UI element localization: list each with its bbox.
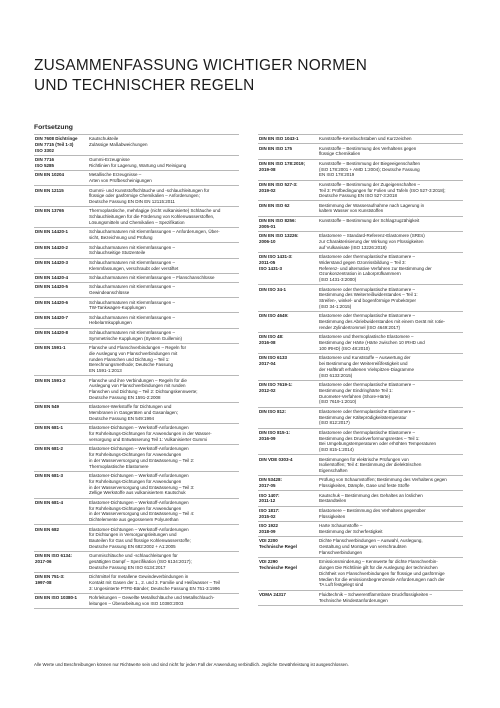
standard-description: Metallische Erzeugnisse – Arten von Prüfbescheinigungen (89, 172, 152, 184)
standard-entry (258, 491, 463, 506)
standard-description: Schlaucharmaturen mit Klemmfassungen – TW-Tankwagen-Kupplungen (89, 299, 176, 311)
standard-description: Elastomere oder thermoplastische Elastomere – Bestimmung des Druckverformungsrestes – Teil 1: Bei Umgebungstemperaturen oder erhöhten Temperaturen (ISO 815-1:2014) (319, 429, 436, 453)
standard-code: DIN EN 1591-1 (35, 345, 66, 351)
standard-entry (258, 181, 463, 202)
standard-entry (34, 313, 239, 328)
standard-description: Fluidtechnik – Schwerentflammbare Druckflüssigkeiten – Technische Mindestanforderungen (319, 591, 433, 603)
standard-description: Dichte Flanschverbindungen – Auswahl, Auslegung, Gestaltung und Montage von verschraubten Flanschverbindungen (319, 538, 423, 555)
standard-entry (258, 537, 463, 558)
standard-code: DIN EN ISO 62 (259, 202, 290, 208)
standard-code: DIN ISO 48: 2016-08 (259, 334, 284, 346)
standard-entry (34, 243, 239, 258)
standard-code: VDI 2200 Technische Regel (259, 538, 297, 549)
standard-code: ISO 1922 2018-09 (259, 523, 279, 534)
standard-code: DIN ISO 815-1: 2016-09 (259, 429, 291, 441)
page-title-line-1: ZUSAMMENFASSUNG WICHTIGER NORMEN (34, 57, 368, 74)
standard-code: DIN EN 549 (35, 404, 60, 410)
standard-code: DIN EN 681-2 (35, 446, 64, 452)
standard-entry (258, 253, 463, 286)
standard-code: DIN EN 14420-7 (35, 314, 69, 320)
standard-description: Thermoplastische, mehrlagige (nicht vulkanisierte) Schläuche und Schlauchleitungen für die Förderung von Kohlenwasserstoffen, Lösungsmitteln und Chemikalien – Spezifikation (89, 208, 221, 226)
standard-description: Schlaucharmaturen mit Klemmfassungen – Klemmfassungen, verschraubt oder verstiftet (89, 259, 179, 271)
standard-code: VDI 2290 Technische Regel (259, 559, 297, 570)
right-standards-column (258, 134, 463, 641)
standard-code: DIN EN 681-1 (35, 425, 64, 431)
standard-entry (34, 228, 239, 243)
standard-description: Elastomere und Kunststoffe – Auswertung der bei Bestimmung der Weiterreißfestigkeit und der Haftkraft erhaltenen Vielspitzen-Diagramme (ISO 6133:2015) (319, 355, 414, 378)
standard-description: Elastomere oder thermoplastische Elastomere – Bestimmung des Abriebwiderstandes mit einem Gerät mit rotie- render Zylindertrommel (ISO 4649:2017) (319, 313, 446, 330)
standard-code: DIN EN 751-3: 1997-08 (35, 574, 65, 586)
standard-description: Emissionsminderung – Kennwerte für dichte Flanschverbin- dungen Die Richtlinie gilt für die Auslegung der technischen Dichtheit von Flanschverbindungen für flüssige und gasförmige Medien für die emissionsbegrenzende Anforderungen nach der TA Luft festgelegt sind (319, 559, 445, 588)
standard-code: DIN EN ISO 8256: 2005-01 (259, 217, 297, 229)
standard-entry (34, 499, 239, 526)
standard-description: Elastomere oder thermoplastische Elastomere – Bestimmung der Kälteprödigkeitstemperatur (ISO 812:2017) (319, 408, 416, 426)
standard-code: DIN EN ISO 13226: 2006-10 (259, 233, 299, 244)
standard-entry (34, 525, 239, 552)
standard-code: DIN ISO 34-1 (259, 286, 287, 292)
standard-code: DIN EN 681-3 (35, 473, 64, 479)
standard-code: DIN VDE 0303-4 (259, 456, 293, 462)
standard-code: DIN 7608 Dichtringe DIN 7715 (Teil 1-3) ISO 3302 (35, 136, 78, 153)
standard-code: DIN 53428: 2017-05 (259, 477, 283, 489)
standard-description: Elastomer-Dichtungen – Werkstoff-Anforderungen für Rohrleitungs-Dichtungen für Anwendungen in der Wasserversorgung und Entwässerung – Teil 4: Dichtelemente aus gegossenem Polyurethan (89, 499, 195, 523)
standard-entry (34, 403, 239, 424)
standard-entry (258, 455, 463, 476)
standard-description: Kautschuk – Bestimmung des Gehaltes an löslichen Bestandteilen (319, 492, 423, 504)
standard-description: Gummi- und Kunststoffschläuche und -schlauchleitungen für flüssige oder gasförmige Chemikalien – Anforderungen; Deutsche Fassung EN DIN EN 12115:2011 (89, 187, 210, 205)
standard-description: Harte Schaumstoffe – Bestimmung der Scherfestigkeit (319, 523, 383, 534)
standard-entry (258, 135, 463, 144)
standard-description: Elastomere oder thermoplastische Elastomere – Bestimmung des Weiterreißwiderstandes – Teil 1: Streifen-, winkel- und bogenförmige Probekörper (ISO 34-1:2015) (319, 286, 418, 309)
standard-entry (258, 558, 463, 591)
standard-entry (34, 298, 239, 313)
standard-entry (258, 201, 463, 216)
standard-entry (258, 285, 463, 312)
standard-code: DIN ISO 812: (259, 408, 287, 414)
standard-code: DIN EN 12115 (35, 187, 64, 193)
standard-entry (34, 135, 239, 156)
standard-code: DIN 7716 ISO 5285 (35, 157, 55, 168)
standard-code: DIN EN 1591-2 (35, 377, 66, 383)
standard-entry (34, 156, 239, 171)
standard-entry (34, 171, 239, 186)
standard-description: Gummischläuche und -schlauchleitungen für gesättigten Dampf – Spezifikation (ISO 6134:2017); Deutsche Fassung EN ISO 6134:2017 (89, 553, 192, 570)
standard-entry (34, 283, 239, 298)
standard-entry (258, 591, 463, 606)
standard-description: Elastomere oder thermoplastische Elastomere – Widerstand gegen Ozonrissbildung – Teil 3: Referenz- und alternative Verfahren zur Bestimmung der Ozonkonzentration in Laborprüfkammern (ISO 1431-3:2000) (319, 253, 432, 283)
left-standards-column (34, 134, 239, 641)
standard-code: DIN EN 13765 (35, 208, 65, 214)
standard-description: Kautschukteile Zulässige Maßabweichungen (89, 136, 148, 147)
standard-description: Dichtmittel für metallene Gewindeverbindungen in Kontakt mit Gasen der 1., 2. und 3. Familie und Heißwasser – Teil 3: Ungesinterte PTFE-Bänder; Deutsche Fassung EN 751-3:1996 (89, 574, 220, 591)
standard-description: Elastomere – Standard-Referenz-Elastomere (SREs) zur Charakterisierung der Wirkung von Flüssigkeiten auf Vulkanisate (ISO 13226:2018) (319, 233, 425, 250)
standard-entry (258, 507, 463, 522)
standard-description: Elastomere oder thermoplastische Elastomere – Bestimmung der Eindringhärte Teil 1: Durometer-Verfahren (Shore-Härte) (ISO 7619-1:2010) (319, 382, 416, 405)
standard-code: DIN EN 14420-4 (35, 274, 69, 280)
standard-entry (258, 144, 463, 159)
standard-description: Schlaucharmaturen mit Klemmfassungen – Schlauchseitige Stutzenteile (89, 244, 176, 256)
standard-description: Prüfung von Schaumstoffen; Bestimmung des Verhaltens gegen Flüssigkeiten, Dämpfe, Gase und feste Stoffe (319, 477, 447, 489)
standard-code: DIN EN 14420-8 (35, 329, 69, 335)
standard-code: ISO 1407: 2011-12 (259, 492, 280, 504)
standard-entry (34, 344, 239, 377)
standard-entry (258, 232, 463, 253)
standard-description: Elastomer-Dichtungen – Werkstoff-Anforderungen für Rohrleitungs-Dichtungen für Anwendungen in der Wasserversorgung und Entwässerung – Teil 3: Zellige Werkstoffe aus vulkanisiertem Kautschuk (89, 473, 195, 496)
page-title-line-2: UND TECHNISCHER REGELN (34, 77, 255, 94)
standard-entry (258, 408, 463, 429)
standard-code: DIN EN ISO 527-3: 2019-02 (259, 181, 298, 193)
standard-description: Bestimmung der Wasseraufnahme nach Lagerung in kaltem Wasser von Kunststoffen (319, 202, 425, 214)
standard-description: Kunststoffe – Bestimmung des Verhaltens gegen flüssige Chemikalien (319, 145, 417, 157)
standard-description: Elastomer-Dichtungen – Werkstoff-Anforderungen für Dichtungen in Versorgungsleitungen und Bauteilen für Gas und flüssige Kohlenwasserstoffe; Deutsche Fassung EN 682:2002 + A1:2005 (89, 526, 191, 549)
standard-entry (258, 333, 463, 354)
standard-description: Schlaucharmaturen mit Klemmfassungen – Anforderungen, Über- sicht, Bezeichnung und Prüfung (89, 229, 220, 241)
standard-entry (258, 160, 463, 181)
standard-entry (258, 476, 463, 491)
standard-description: Kunststoffe – Bestimmung der Zugeigenschaften – Teil 3: Prüfbedingungen für Folien und Tafeln (ISO 527-3:2018); Deutsche Fassung EN ISO 527-3:2018 (319, 181, 446, 199)
standard-description: Flansche und Flanschverbindungen – Regeln für die Auslegung von Flanschverbindungen mit runden Flanschen und Dichtung – Teil 1: Berechnungsmethode; Deutsche Fassung EN 1591-1:2013 (89, 345, 187, 374)
standard-entry (34, 472, 239, 499)
standard-code: DIN ISO 6133 2017-04 (259, 355, 288, 367)
standard-code: DIN EN ISO 6134: 2017-06 (35, 553, 73, 565)
standard-code: DIN EN ISO 1043-1 (259, 136, 299, 142)
disclaimer-note: Alle Werte und Beschreibungen können nur Richtwerte sein und sind nicht für jeden Fall der Anwendung verbindlich. Jegliche Gewährleistung ist ausgeschlossen. (34, 662, 349, 667)
standard-description: Flansche und ihre Verbindungen – Regeln für die Auslegung von Flanschverbindungen mit runden Flanschen und Dichtung – Teil 2: Dichtungskennwerte; Deutsche Fassung EN 1591-2:2008 (89, 377, 198, 400)
standard-entry (34, 207, 239, 228)
standard-entry (34, 552, 239, 573)
standard-description: Elastomer-Dichtungen – Werkstoff-Anforderungen für Rohrleitungs-Dichtungen für Anwendungen in der Wasserversorgung und Entwässerung – Teil 2: Thermoplastische Elastomere (89, 446, 195, 469)
page-title (34, 56, 474, 96)
standard-description: Kunststoffe-Kennbuchstaben und Kurzzeichen (319, 136, 412, 142)
standard-entry (34, 376, 239, 403)
standard-description: Schlaucharmaturen mit Klemmfassungen – Flanschanschlüsse (89, 274, 215, 280)
standard-code: DIN EN ISO 178:2019; 2019-08 (259, 160, 306, 172)
standard-code: DIN ISO 1431-3: 2011-05 ISO 1431-3 (259, 253, 293, 271)
standard-description: Rohrleitungen – Gewellte Metallschläuche und Metallschlauch- leitungen – Überarbeitung von ISO 10380:2003 (89, 595, 215, 607)
standard-description: Kunststoffe – Bestimmung der Biegeeigenschaften (ISO 178:2001 + AMD 1:2004); Deutsche Fassung EN ISO 178:2019 (319, 160, 420, 178)
standard-entry (258, 429, 463, 456)
standard-entry (258, 217, 463, 232)
standard-code: DIN EN 14420-6 (35, 299, 69, 305)
standard-entry (258, 354, 463, 381)
standard-description: Kunststoffe – Bestimmung der Schlagzugzähigkeit (319, 217, 420, 223)
standard-entry (34, 259, 239, 274)
standard-code: DIN EN 10204 (35, 172, 65, 178)
standard-code: DIN ISO 7619-1: 2012-02 (259, 382, 293, 393)
standard-entry (34, 186, 239, 207)
standard-code: DIN EN 682 (35, 526, 60, 532)
standard-description: Gummi-Erzeugnisse Richtlinien für Lagerung, Wartung und Reinigung (89, 157, 187, 168)
standard-description: Schlaucharmaturen mit Klemmfassungen – Gewindeanschlüsse (89, 284, 176, 296)
standard-entry (34, 445, 239, 472)
standard-entry (258, 381, 463, 408)
standard-description: Schlaucharmaturen mit Klemmfassungen – Hebelarmkupplungen (89, 314, 176, 326)
standard-description: Elastomere und thermoplastische Elastomere – Bestimmung der Härte (Härte zwischen 10 IRHD und 100 IRHD) (ISO 48:2010) (319, 334, 425, 351)
standard-entry (34, 424, 239, 445)
standard-description: Schlaucharmaturen mit Klemmfassungen – Symmetrische Kupplungen (System Guillemin) (89, 329, 183, 341)
standard-code: DIN EN 14420-2 (35, 244, 69, 250)
standard-code: DIN EN 681-4 (35, 499, 64, 505)
standard-code: VDMA 24317 (259, 591, 286, 597)
standard-entry (34, 594, 239, 609)
standard-code: DIN EN ISO 10380-1 (35, 595, 78, 601)
standard-code: DIN EN 14420-1 (35, 229, 69, 235)
standard-entry (34, 274, 239, 283)
standard-code: DIN EN ISO 175 (259, 145, 293, 151)
standard-code: DIN EN 14420-3 (35, 259, 69, 265)
standard-entry (34, 329, 239, 344)
standard-entry (258, 312, 463, 333)
standard-code: DIN ISO 4649: (259, 313, 289, 319)
standard-description: Bestimmungen für elektrische Prüfungen von Isolierstoffen; Teil 4: Bestimmung der dielektrischen Eigenschaften (319, 456, 422, 474)
standard-description: Elastomer-Dichtungen – Werkstoff-Anforderungen für Rohrleitungs-Dichtungen für Anwendungen in der Wasser- versorgung und Entwässerung Teil 1: Vulkanisierter Gummi (89, 425, 212, 442)
standard-entry (258, 522, 463, 537)
standard-code: DIN EN 14420-5 (35, 284, 69, 290)
standard-description: Elastomere – Bestimmung des Verhaltens gegenüber Flüssigkeiten (319, 507, 426, 519)
continuation-label: Fortsetzung (34, 124, 73, 131)
standard-entry (34, 573, 239, 594)
standard-description: Elastomer-Werkstoffe für Dichtungen und Membranen in Gasgeräten und Gasanlagen; Deutsche Fassung EN 549:1994 (89, 404, 179, 421)
standard-code: ISO 1817: 2015-02 (259, 507, 280, 519)
